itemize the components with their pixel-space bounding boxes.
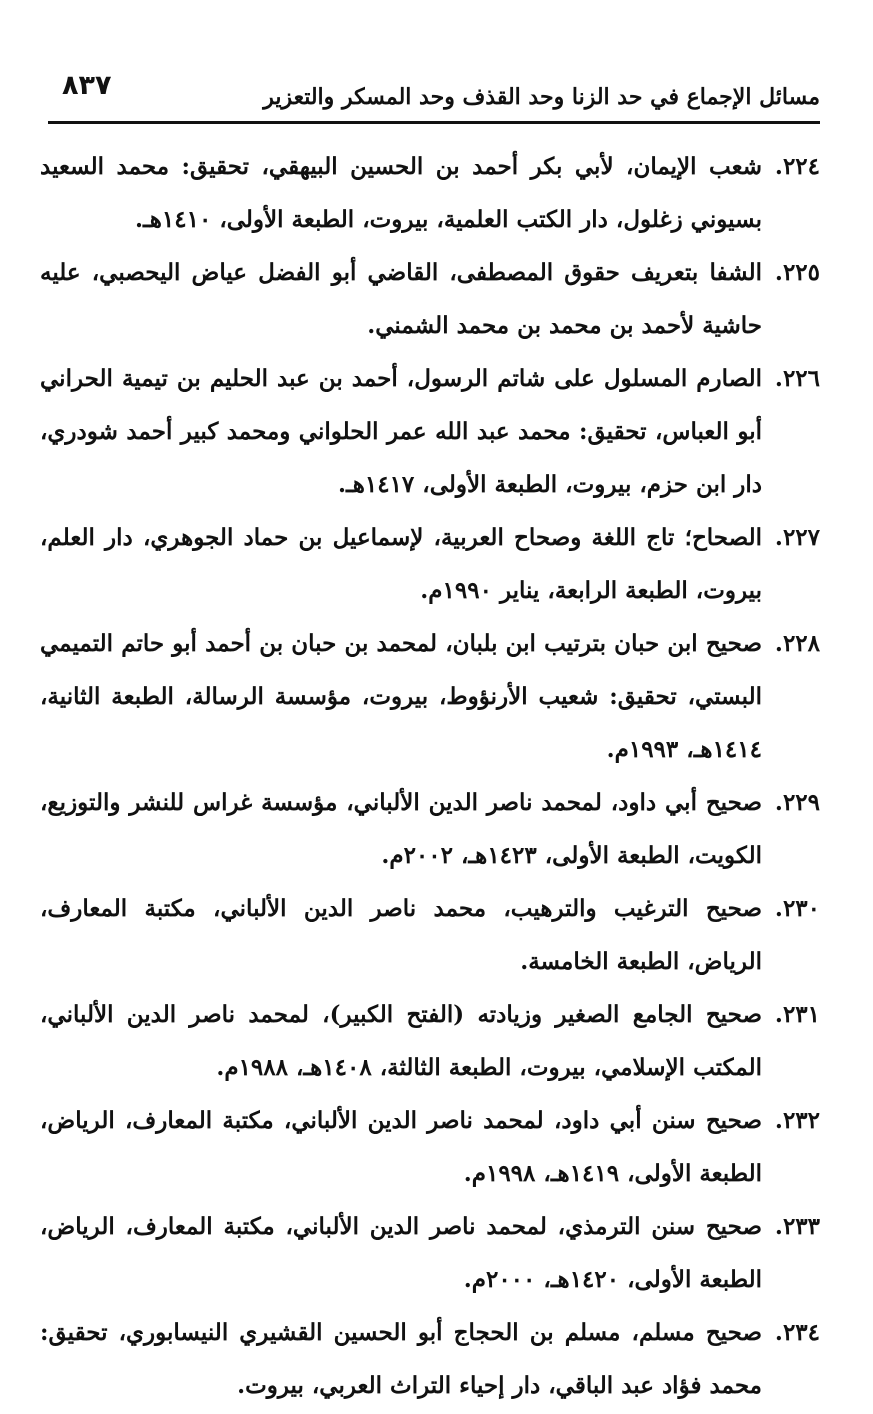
entry-text: شعب الإيمان، لأبي بكر أحمد بن الحسين البيهقي، تحقيق: محمد السعيد بسيوني زغلول، دار الكتب العلمية، بيروت، الطبعة الأولى، ١٤١٠هـ. [40,153,762,233]
entry-text: صحيح الجامع الصغير وزيادته (الفتح الكبير)، لمحمد ناصر الدين الألباني، المكتب الإسلامي، بيروت، الطبعة الثالثة، ١٤٠٨هـ، ١٩٨٨م. [40,1001,762,1081]
bibliography-entry [40,882,820,988]
entry-number: ٢٣٣. [774,1213,820,1240]
entry-number: ٢٢٩. [774,789,820,816]
entry-number: ٢٢٤. [774,153,820,180]
header-rule [48,121,820,124]
entry-number: ٢٣٤. [774,1319,820,1346]
entry-number: ٢٢٨. [774,630,820,657]
bibliography-entry [40,140,820,246]
bibliography-entry [40,511,820,617]
entry-number: ٢٣٠. [774,895,820,922]
entry-text: صحيح الترغيب والترهيب، محمد ناصر الدين الألباني، مكتبة المعارف، الرياض، الطبعة الخامسة. [40,895,762,975]
entry-number: ٢٢٧. [774,524,820,551]
entry-text: صحيح أبي داود، لمحمد ناصر الدين الألباني، مؤسسة غراس للنشر والتوزيع، الكويت، الطبعة الأولى، ١٤٢٣هـ، ٢٠٠٢م. [40,789,762,869]
entry-number: ٢٢٦. [774,365,820,392]
bibliography-entry [40,1094,820,1200]
entry-number: ٢٣٢. [774,1107,820,1134]
page-number: ٨٣٧ [62,70,112,101]
running-title: مسائل الإجماع في حد الزنا وحد القذف وحد المسكر والتعزير [263,84,820,110]
entry-number: ٢٣١. [774,1001,820,1028]
entry-text: صحيح ابن حبان بترتيب ابن بلبان، لمحمد بن حبان بن أحمد أبو حاتم التميمي البستي، تحقيق: شعيب الأرنؤوط، بيروت، مؤسسة الرسالة، الطبعة الثانية، ١٤١٤هـ، ١٩٩٣م. [40,630,762,763]
entry-text: الصارم المسلول على شاتم الرسول، أحمد بن عبد الحليم بن تيمية الحراني أبو العباس، تحقيق: محمد عبد الله عمر الحلواني ومحمد كبير أحمد شودري، دار ابن حزم، بيروت، الطبعة الأولى، ١٤١٧هـ. [40,365,762,498]
entry-text: صحيح سنن أبي داود، لمحمد ناصر الدين الألباني، مكتبة المعارف، الرياض، الطبعة الأولى، ١٤١٩هـ، ١٩٩٨م. [40,1107,762,1187]
entry-text: صحيح سنن الترمذي، لمحمد ناصر الدين الألباني، مكتبة المعارف، الرياض، الطبعة الأولى، ١٤٢٠هـ، ٢٠٠٠م. [40,1213,762,1293]
bibliography-entry [40,352,820,511]
bibliography-entry [40,776,820,882]
bibliography-entry [40,988,820,1094]
page-header [48,58,820,124]
bibliography-list [40,140,820,1412]
entry-number: ٢٢٥. [774,259,820,286]
bibliography-entry [40,1306,820,1412]
bibliography-entry [40,1200,820,1306]
bibliography-entry [40,617,820,776]
bibliography-entry [40,246,820,352]
entry-text: الصحاح؛ تاج اللغة وصحاح العربية، لإسماعيل بن حماد الجوهري، دار العلم، بيروت، الطبعة الرابعة، يناير ١٩٩٠م. [40,524,762,604]
entry-text: الشفا بتعريف حقوق المصطفى، القاضي أبو الفضل عياض اليحصبي، عليه حاشية لأحمد بن محمد بن محمد الشمني. [40,259,762,339]
entry-text: صحيح مسلم، مسلم بن الحجاج أبو الحسين القشيري النيسابوري، تحقيق: محمد فؤاد عبد الباقي، دار إحياء التراث العربي، بيروت. [40,1319,762,1399]
